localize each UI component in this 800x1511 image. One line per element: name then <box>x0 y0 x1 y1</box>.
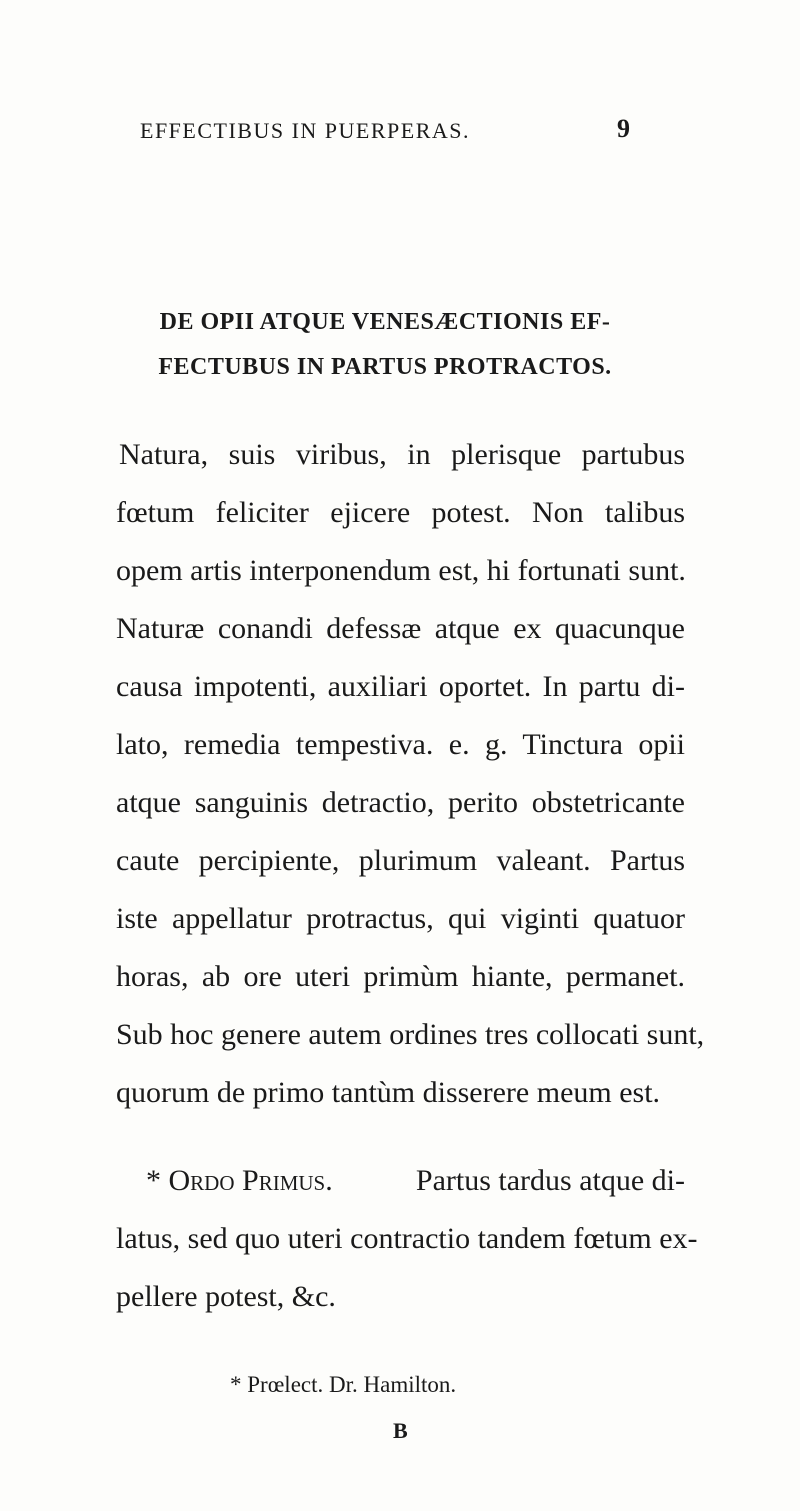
paragraph-line: quorum de primo tantùm disserere meum est. <box>116 1076 661 1109</box>
ordo-heading-text: Ordo Primus. <box>168 1164 333 1197</box>
section-title-line-2: FECTUBUS IN PARTUS PROTRACTOS. <box>158 354 612 380</box>
page-number: 9 <box>617 114 630 143</box>
signature-mark: B <box>393 1418 408 1443</box>
paragraph-line: Naturæ conandi defessæ atque ex quacunque <box>116 612 685 645</box>
paragraph-line: Sub hoc genere autem ordines tres collocati sunt, <box>116 1018 705 1051</box>
paragraph-line: causa impotenti, auxiliari oportet. In partu di- <box>116 670 685 703</box>
paragraph-line: opem artis interponendum est, hi fortunati sunt. <box>116 554 686 587</box>
paragraph-line: iste appellatur protractus, qui viginti quatuor <box>116 902 685 935</box>
paragraph-line: atque sanguinis detractio, perito obstetricante <box>116 786 685 819</box>
ordo-primus-line <box>146 1166 685 1196</box>
ordo-heading <box>146 1166 333 1196</box>
paragraph-line: lato, remedia tempestiva. e. g. Tinctura opii <box>116 728 685 761</box>
paragraph-line: Natura, suis viribus, in plerisque partubus <box>119 438 685 471</box>
section-title <box>95 300 675 390</box>
paragraph-line: fœtum feliciter ejicere potest. Non talibus <box>116 496 685 529</box>
running-head: EFFECTIBUS IN PUERPERAS. <box>140 118 471 143</box>
paragraph-line: pellere potest, &c. <box>116 1280 336 1313</box>
paragraph-line-rest: Partus tardus atque di- <box>415 1164 685 1197</box>
section-title-line-1: DE OPII ATQUE VENESÆCTIONIS EF- <box>159 309 611 335</box>
footnote-marker: * <box>146 1164 161 1197</box>
paragraph-line: caute percipiente, plurimum valeant. Partus <box>116 844 685 877</box>
paragraph-line: latus, sed quo uteri contractio tandem fœtum ex- <box>116 1222 698 1255</box>
footnote: * Prœlect. Dr. Hamilton. <box>230 1372 457 1397</box>
paragraph-line: horas, ab ore uteri primùm hiante, permanet. <box>116 960 685 993</box>
